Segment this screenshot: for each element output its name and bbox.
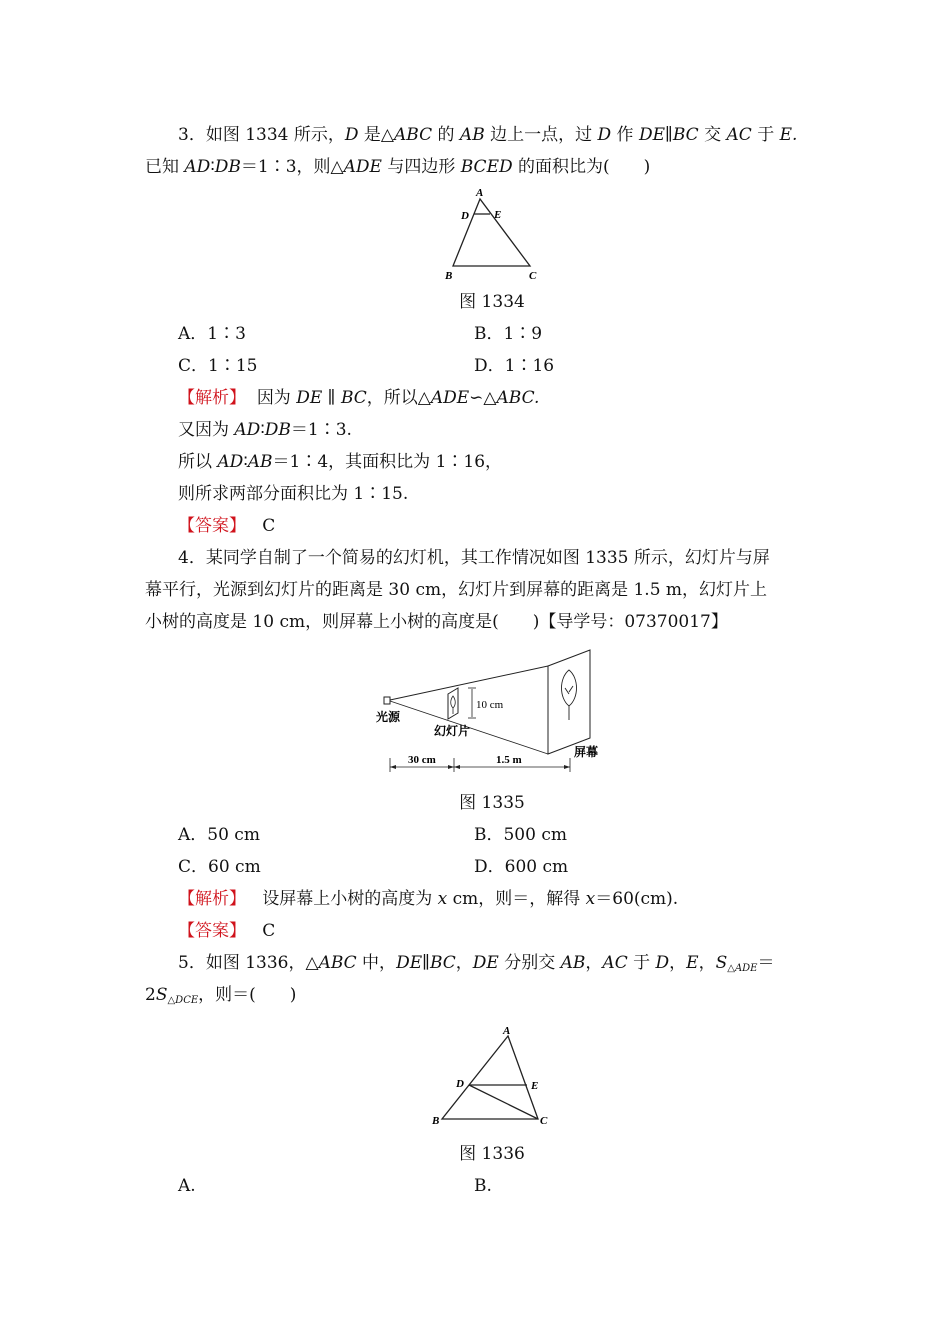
q3-option-c: C．1∶15	[178, 356, 258, 376]
q3-analysis-line-4: 则所求两部分面积比为 1∶15.	[178, 484, 409, 504]
text-run: AB	[247, 452, 273, 472]
label-a: A	[476, 187, 484, 199]
q3-analysis-line-1	[178, 386, 539, 410]
text-run: ，所以△	[366, 388, 431, 408]
text-run: 设屏幕上小树的高度为	[262, 889, 438, 909]
q3-analysis-line-3	[178, 450, 502, 474]
figure-1336-caption: 图 1336	[459, 1144, 525, 1164]
q3-answer-line	[178, 514, 275, 538]
screen-shape	[548, 650, 590, 754]
text-run: cm，则＝，解得	[447, 889, 586, 909]
text-run: 与四边形	[381, 157, 461, 177]
text-run: ADE	[430, 388, 470, 408]
text-run: BC	[340, 388, 367, 408]
text-run: DE∥BC	[396, 953, 456, 973]
text-run: 又因为	[178, 420, 235, 440]
text-run: ，	[669, 953, 687, 973]
text-run: AC	[726, 125, 752, 145]
q5-s-ade-sub: △ADE	[727, 963, 758, 974]
figure-1336	[428, 1022, 558, 1130]
q4-analysis	[262, 889, 678, 909]
q5-line-1	[178, 951, 774, 981]
text-run: 的面积比为( )	[512, 157, 651, 177]
text-run: ∽△	[469, 388, 497, 408]
text-run: x	[437, 889, 448, 909]
label-e-1336: E	[531, 1080, 539, 1092]
q4-option-c: C．60 cm	[178, 857, 261, 877]
text-run: ∶	[243, 452, 248, 472]
slide-shape	[448, 688, 458, 719]
label-distance-2: 1.5 m	[496, 754, 522, 766]
q5-stem-1	[178, 953, 716, 973]
text-run: DB	[214, 157, 241, 177]
q3-stem-1	[345, 125, 798, 145]
text-run: AB	[560, 953, 586, 973]
q4-option-d: D．600 cm	[474, 857, 569, 877]
text-run: 边上一点，过	[484, 125, 598, 145]
q4-line-3: 小树的高度是 10 cm，则屏幕上小树的高度是( )【导学号：07370017】	[145, 612, 728, 632]
slide-tree-icon	[451, 696, 456, 714]
text-run: 因为	[256, 388, 297, 408]
q4-analysis-line	[178, 887, 678, 911]
text-run: ABC	[394, 125, 433, 145]
label-d-1336: D	[456, 1078, 464, 1090]
text-run: 中，	[356, 953, 397, 973]
text-run: AD	[184, 157, 211, 177]
text-run: 是△	[358, 125, 395, 145]
text-run: ，	[698, 953, 716, 973]
text-run: 5．如图 1336，△	[178, 953, 319, 973]
q3-number: 3．如图 1334 所示，	[178, 125, 345, 145]
text-run: E	[686, 953, 699, 973]
q5-option-a: A.	[178, 1176, 196, 1196]
label-c-1336: C	[540, 1115, 548, 1127]
text-run: ＝1∶3.	[290, 420, 352, 440]
text-run: ＝1∶4，其面积比为 1∶16，	[272, 452, 503, 472]
text-run: ADE	[343, 157, 382, 177]
q4-option-b: B．500 cm	[474, 825, 567, 845]
text-run: 交	[698, 125, 727, 145]
q4-answer-tag: 【答案】	[178, 921, 246, 941]
q4-option-a: A．50 cm	[178, 825, 260, 845]
q3-answer-tag: 【答案】	[178, 516, 246, 536]
figure-1335	[372, 648, 612, 780]
q3-option-d: D．1∶16	[474, 356, 555, 376]
text-run: AB	[459, 125, 485, 145]
q3-analysis-tag: 【解析】	[178, 388, 246, 408]
text-run: DE	[296, 388, 323, 408]
label-d: D	[461, 210, 469, 222]
label-slide: 幻灯片	[434, 724, 471, 738]
q4-analysis-tag: 【解析】	[178, 889, 246, 909]
text-run: AD	[234, 420, 261, 440]
label-c: C	[529, 270, 537, 282]
label-e: E	[494, 209, 502, 221]
q3-answer: C	[262, 516, 276, 536]
text-run: ABC	[318, 953, 357, 973]
label-screen: 屏幕	[574, 745, 599, 759]
q5-coef: 2	[145, 985, 156, 1005]
q5-s-dce: S	[155, 985, 168, 1005]
text-run: ，	[585, 953, 603, 973]
q4-line-2: 幕平行，光源到幻灯片的距离是 30 cm，幻灯片到屏幕的距离是 1.5 m，幻灯片上	[145, 580, 768, 600]
screen-tree-icon	[562, 670, 577, 720]
q4-line-1: 4．某同学自制了一个简易的幻灯机，其工作情况如图 1335 所示，幻灯片与屏	[178, 548, 770, 568]
label-a-1336: A	[503, 1025, 511, 1037]
q3-analysis-1	[257, 388, 540, 408]
text-run: DB	[264, 420, 291, 440]
text-run: 所以	[178, 452, 218, 472]
figure-1334-caption: 图 1334	[459, 292, 525, 312]
text-run: 于	[627, 953, 656, 973]
q5-line-2	[145, 983, 296, 1013]
text-run: E.	[779, 125, 798, 145]
text-run: ＝60(cm).	[595, 889, 679, 909]
text-run: BCED	[460, 157, 513, 177]
figure-1334	[440, 183, 550, 283]
text-run: ∶	[210, 157, 215, 177]
text-run: 分别交	[498, 953, 561, 973]
q4-answer: C	[262, 921, 276, 941]
label-slide-height: 10 cm	[476, 699, 504, 711]
text-run: D	[655, 953, 670, 973]
q3-line-2	[145, 155, 650, 179]
text-run: ∶	[260, 420, 265, 440]
q5-equals: ＝	[757, 953, 775, 973]
label-b: B	[445, 270, 453, 282]
text-run: ，	[455, 953, 473, 973]
text-run: AC	[602, 953, 628, 973]
light-source-icon	[384, 697, 390, 704]
q3-option-a: A．1∶3	[178, 324, 246, 344]
text-run: DE∥BC	[638, 125, 699, 145]
q3-analysis-line-2	[178, 418, 352, 442]
text-run: D	[344, 125, 359, 145]
text-run: x	[585, 889, 596, 909]
q5-s-dce-sub: △DCE	[167, 995, 199, 1006]
text-run: 作	[611, 125, 639, 145]
q4-answer-line	[178, 919, 275, 943]
q5-option-b: B.	[474, 1176, 492, 1196]
text-run: 的	[432, 125, 460, 145]
q3-option-b: B．1∶9	[474, 324, 543, 344]
text-run: ABC.	[496, 388, 540, 408]
text-run: 于	[751, 125, 780, 145]
label-b-1336: B	[432, 1115, 440, 1127]
q3-line-1	[178, 123, 797, 147]
label-light-source: 光源	[376, 710, 401, 724]
q5-s-ade: S	[715, 953, 728, 973]
text-run: ∥	[322, 388, 341, 408]
label-distance-1: 30 cm	[408, 754, 436, 766]
text-run: 已知	[145, 157, 185, 177]
text-run: AD	[217, 452, 244, 472]
text-run: ＝1∶3，则△	[240, 157, 344, 177]
text-run: DE	[472, 953, 499, 973]
q5-stem-2: ，则＝( )	[198, 985, 297, 1005]
text-run: D	[597, 125, 612, 145]
figure-1335-caption: 图 1335	[459, 793, 525, 813]
